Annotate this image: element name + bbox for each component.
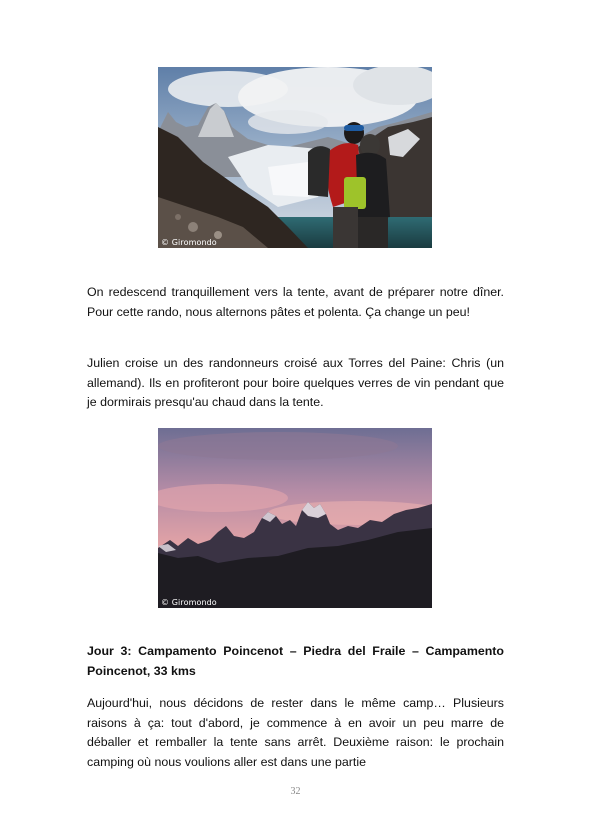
page-number: 32: [290, 786, 301, 797]
section-heading: Jour 3: Campamento Poincenot – Piedra del Fraile – Campamento Poincenot, 33 kms: [87, 644, 504, 678]
paragraph-1: On redescend tranquillement vers la tente, avant de préparer notre dîner. Pour cette rando, nous alternons pâtes et polenta. Ça change un peu!: [87, 285, 504, 319]
photo-credit: © Giromondo: [161, 238, 217, 247]
paragraph-3: Aujourd'hui, nous décidons de rester dans le même camp… Plusieurs raisons à ça: tout d'abord, je commence à en avoir un peu marre de déballer et remballer la tente sans arrêt. Deuxième raison: le prochain camping où nous voulions aller est dans une partie: [87, 696, 504, 769]
photo-credit: © Giromondo: [161, 598, 217, 607]
paragraph-2: Julien croise un des randonneurs croisé aux Torres del Paine: Chris (un allemand). Ils en profiteront pour boire quelques verres de vin pendant que je dormirais presqu'au chaud dans la tente.: [87, 356, 504, 410]
photo-sunset-peaks: [158, 428, 432, 608]
photo-couple-mountains: [158, 67, 432, 248]
